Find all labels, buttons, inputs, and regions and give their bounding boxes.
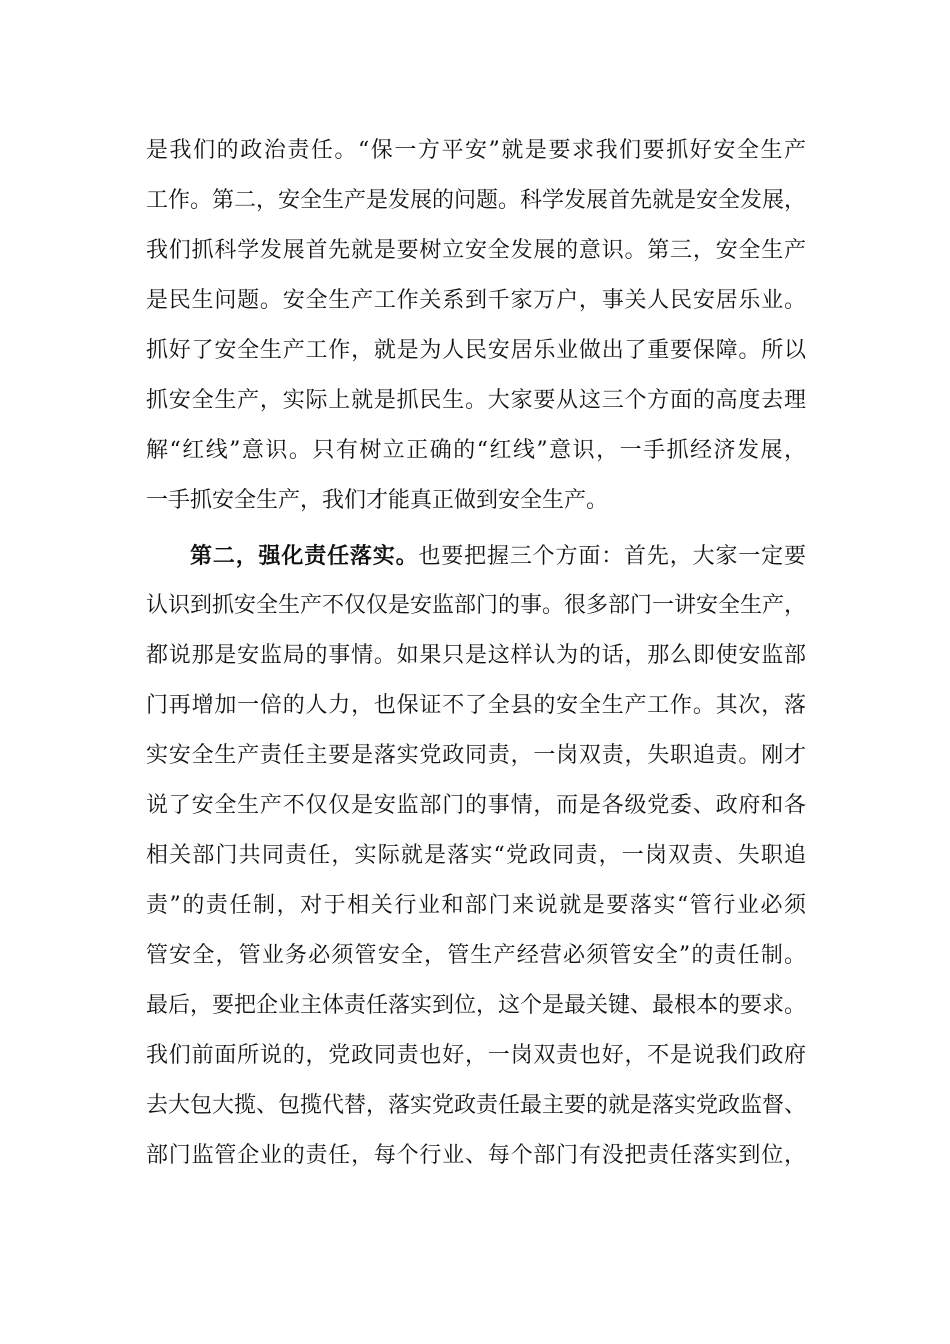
text-line: 一手抓安全生产，我们才能真正做到安全生产。 bbox=[146, 488, 609, 513]
text-line: 抓好了安全生产工作，就是为人民安居乐业做出了重要保障。所以 bbox=[146, 338, 806, 363]
text-line: 是我们的政治责任。“保一方平安”就是要求我们要抓好安全生产 bbox=[146, 138, 806, 163]
text-line: 去大包大揽、包揽代替，落实党政责任最主要的就是落实党政监督、 bbox=[146, 1093, 806, 1118]
text-line: 认识到抓安全生产不仅仅是安监部门的事。很多部门一讲安全生产， bbox=[146, 593, 806, 618]
paragraph-first-line bbox=[146, 531, 806, 581]
text-line: 工作。第二，安全生产是发展的问题。科学发展首先就是安全发展， bbox=[146, 188, 806, 213]
text-line: 是民生问题。安全生产工作关系到千家万户，事关人民安居乐业。 bbox=[146, 288, 806, 313]
text-line: 我们抓科学发展首先就是要树立安全发展的意识。第三，安全生产 bbox=[146, 238, 806, 263]
text-line: 管安全，管业务必须管安全，管生产经营必须管安全”的责任制。 bbox=[146, 943, 806, 968]
text-line: 最后，要把企业主体责任落实到位，这个是最关键、最根本的要求。 bbox=[146, 993, 806, 1018]
paragraph-responsibility bbox=[146, 531, 806, 1181]
text-line: 都说那是安监局的事情。如果只是这样认为的话，那么即使安监部 bbox=[146, 643, 806, 668]
text-line: 门再增加一倍的人力，也保证不了全县的安全生产工作。其次，落 bbox=[146, 693, 806, 718]
text-line: 说了安全生产不仅仅是安监部门的事情，而是各级党委、政府和各 bbox=[146, 793, 806, 818]
text-line: 部门监管企业的责任，每个行业、每个部门有没把责任落实到位， bbox=[146, 1143, 806, 1168]
heading-line-text: 也要把握三个方面：首先，大家一定要 bbox=[418, 544, 806, 569]
text-line: 相关部门共同责任，实际就是落实“党政同责，一岗双责、失职追 bbox=[146, 843, 806, 868]
section-heading: 第二，强化责任落实。 bbox=[190, 543, 419, 569]
text-line: 责”的责任制，对于相关行业和部门来说就是要落实“管行业必须 bbox=[146, 893, 806, 918]
text-line: 我们前面所说的，党政同责也好，一岗双责也好，不是说我们政府 bbox=[146, 1043, 806, 1068]
text-line: 抓安全生产，实际上就是抓民生。大家要从这三个方面的高度去理 bbox=[146, 388, 806, 413]
text-line: 解“红线”意识。只有树立正确的“红线”意识，一手抓经济发展， bbox=[146, 438, 806, 463]
paragraph-red-line-awareness bbox=[146, 126, 806, 526]
text-line: 实安全生产责任主要是落实党政同责，一岗双责，失职追责。刚才 bbox=[146, 743, 806, 768]
